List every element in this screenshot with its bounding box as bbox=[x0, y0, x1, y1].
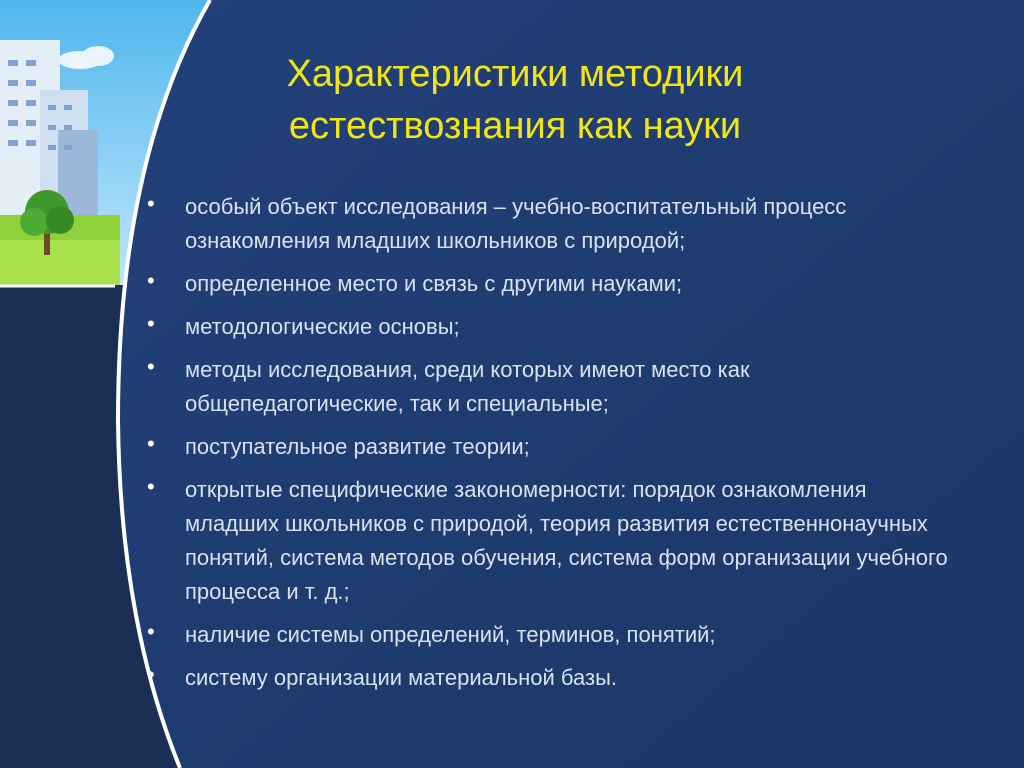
bullet-list bbox=[145, 190, 965, 704]
list-item-text: методологические основы; bbox=[185, 314, 460, 339]
list-item bbox=[145, 661, 965, 695]
list-item bbox=[145, 618, 965, 652]
list-item bbox=[145, 190, 965, 258]
bullet-icon: • bbox=[147, 354, 155, 379]
list-item bbox=[145, 473, 965, 609]
list-item-text: определенное место и связь с другими науками; bbox=[185, 271, 683, 296]
bullet-icon: • bbox=[147, 431, 155, 456]
list-item-text: особый объект исследования – учебно-воспитательный процесс ознакомления младших школьников с природой; bbox=[185, 194, 847, 253]
bullet-icon: • bbox=[147, 474, 155, 499]
title-line-2: естествознания как науки bbox=[288, 105, 742, 147]
slide-title bbox=[215, 48, 815, 152]
list-item-text: открытые специфические закономерности: порядок ознакомления младших школьников с природой, теория развития естественнонаучных понятий, система методов обучения, система форм организации учебного процесса и т. д.; bbox=[185, 477, 948, 604]
bullet-icon: • bbox=[147, 191, 155, 216]
list-item bbox=[145, 310, 965, 344]
list-item-text: методы исследования, среди которых имеют место как общепедагогические, так и специальные; bbox=[185, 357, 750, 416]
list-item bbox=[145, 353, 965, 421]
bullet-icon: • bbox=[147, 662, 155, 687]
bullet-icon: • bbox=[147, 268, 155, 293]
list-item-text: систему организации материальной базы. bbox=[185, 665, 618, 690]
list-item-text: поступательное развитие теории; bbox=[185, 434, 530, 459]
title-line-1: Характеристики методики bbox=[286, 53, 744, 95]
bullet-icon: • bbox=[147, 619, 155, 644]
list-item bbox=[145, 430, 965, 464]
list-item-text: наличие системы определений, терминов, понятий; bbox=[185, 622, 716, 647]
list-item bbox=[145, 267, 965, 301]
bullet-icon: • bbox=[147, 311, 155, 336]
